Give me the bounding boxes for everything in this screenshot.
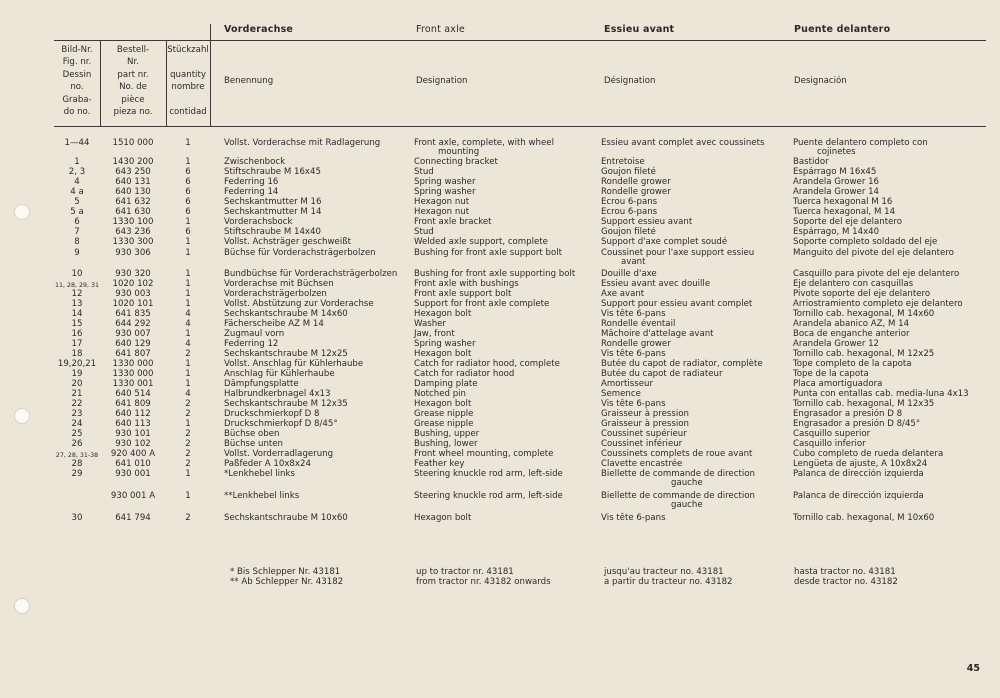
quantity-cell: 2 <box>185 409 191 419</box>
english-designation-cell: Steering knuckle rod arm, left-side <box>414 491 563 501</box>
part-number-cell: 641 835 <box>115 309 151 319</box>
footnote-en-2: from tractor nr. 43182 onwards <box>416 577 551 587</box>
bild-nr-cell: 24 <box>71 419 83 429</box>
section-title-es: Puente delantero <box>794 24 891 35</box>
german-designation-cell: Vorderachsbock <box>224 217 293 227</box>
french-designation-cell: Biellette de commande de direction <box>601 469 755 479</box>
english-designation-cell: Bushing for front axle support bolt <box>414 248 562 258</box>
bild-nr-cell: 4 a <box>70 187 84 197</box>
english-designation-cell: Welded axle support, complete <box>414 237 548 247</box>
bild-nr-cell: 30 <box>71 513 83 523</box>
bild-nr-cell: 21 <box>71 389 83 399</box>
english-designation-cell: Spring washer <box>414 177 476 187</box>
english-designation-cell: Hexagon nut <box>414 207 470 217</box>
german-designation-cell: Büchse für Vorderachsträgerbolzen <box>224 248 376 258</box>
german-designation-cell: Sechskantschraube M 12x35 <box>224 399 348 409</box>
german-designation-cell: Federring 12 <box>224 339 279 349</box>
spanish-designation-cell: Arandela Grower 12 <box>793 339 880 349</box>
bild-nr-cell: 1—44 <box>64 138 90 148</box>
french-designation-cell: Goujon fileté <box>601 167 656 177</box>
quantity-cell: 1 <box>185 369 191 379</box>
french-designation-continuation: gauche <box>671 500 703 510</box>
english-designation-cell: Hexagon bolt <box>414 399 472 409</box>
spanish-designation-cell: Espárrago M 16x45 <box>793 167 877 177</box>
quantity-cell: 1 <box>185 237 191 247</box>
spanish-designation-cell: Palanca de dirección izquierda <box>793 491 924 501</box>
english-designation-cell: Catch for radiator hood, complete <box>414 359 560 369</box>
part-number-cell: 640 130 <box>115 187 151 197</box>
bild-nr-cell: 10 <box>71 269 83 279</box>
french-designation-cell: Butée du capot de radiateur <box>601 369 723 379</box>
german-designation-cell: Stiftschraube M 14x40 <box>224 227 321 237</box>
bild-nr-cell: 28 <box>71 459 83 469</box>
english-designation-cell: Front wheel mounting, complete <box>414 449 554 459</box>
part-number-cell: 641 807 <box>115 349 151 359</box>
english-designation-cell: Hexagon bolt <box>414 309 472 319</box>
german-designation-cell: Sechskantmutter M 14 <box>224 207 322 217</box>
french-designation-cell: Rondelle éventail <box>601 319 676 329</box>
part-number-cell: 1430 200 <box>112 157 154 167</box>
french-designation-cell: Vis tête 6-pans <box>601 349 666 359</box>
bild-nr-cell: 22 <box>71 399 83 409</box>
quantity-cell: 1 <box>185 279 191 289</box>
quantity-cell: 1 <box>185 269 191 279</box>
english-designation-cell: Support for front axle complete <box>414 299 550 309</box>
german-designation-cell: Druckschmierkopf D 8/45° <box>224 419 338 429</box>
bild-nr-cell: 14 <box>71 309 83 319</box>
part-number-cell: 930 001 A <box>110 491 156 501</box>
quantity-cell: 1 <box>185 248 191 258</box>
french-designation-cell: Vis tête 6-pans <box>601 309 666 319</box>
german-designation-cell: Vorderachse mit Büchsen <box>224 279 334 289</box>
spanish-designation-cell: Placa amortiguadora <box>793 379 883 389</box>
english-designation-cell: Hexagon bolt <box>414 349 472 359</box>
german-designation-cell: Büchse oben <box>224 429 280 439</box>
german-designation-cell: Sechskantschraube M 12x25 <box>224 349 348 359</box>
bild-nr-cell: 11, 28, 29, 31 <box>54 282 100 289</box>
bild-nr-cell: 6 <box>74 217 80 227</box>
top-rule <box>54 40 986 41</box>
part-number-cell: 643 250 <box>115 167 151 177</box>
french-designation-cell: Coussinet supérieur <box>601 429 687 439</box>
bild-nr-cell: 26 <box>71 439 83 449</box>
section-title-en: Front axle <box>416 24 465 35</box>
german-designation-cell: Vollst. Achsträger geschweißt <box>224 237 351 247</box>
part-number-cell: 644 292 <box>115 319 151 329</box>
header-designation-fr: Désignation <box>604 76 656 86</box>
bild-nr-cell: 13 <box>71 299 83 309</box>
english-designation-cell: Washer <box>414 319 446 329</box>
english-designation-continuation: mounting <box>438 147 480 157</box>
page-number: 45 <box>966 663 980 674</box>
german-designation-cell: Dämpfungsplatte <box>224 379 299 389</box>
english-designation-cell: Notched pin <box>414 389 466 399</box>
quantity-cell: 6 <box>185 207 191 217</box>
french-designation-cell: Rondelle grower <box>601 339 671 349</box>
header-bestell-nr: Bestell- Nr. part nr. No. de pièce pieza no. <box>113 45 153 118</box>
quantity-cell: 1 <box>185 469 191 479</box>
quantity-cell: 4 <box>185 389 191 399</box>
spanish-designation-cell: Soporte del eje delantero <box>793 217 903 227</box>
part-number-cell: 640 113 <box>115 419 151 429</box>
quantity-cell: 2 <box>185 349 191 359</box>
spanish-designation-cell: Punta con entallas cab. media-luna 4x13 <box>793 389 969 399</box>
german-designation-cell: Sechskantschraube M 10x60 <box>224 513 348 523</box>
english-designation-cell: Damping plate <box>414 379 478 389</box>
quantity-cell: 2 <box>185 429 191 439</box>
footnote-fr-1: jusqu'au tracteur no. 43181 <box>604 567 724 577</box>
german-designation-cell: Zugmaul vorn <box>224 329 285 339</box>
quantity-cell: 2 <box>185 513 191 523</box>
part-number-cell: 641 010 <box>115 459 151 469</box>
english-designation-cell: Steering knuckle rod arm, left-side <box>414 469 563 479</box>
english-designation-cell: Grease nipple <box>414 419 474 429</box>
bild-nr-cell: 18 <box>71 349 83 359</box>
french-designation-cell: Biellette de commande de direction <box>601 491 755 501</box>
spanish-designation-cell: Lengüeta de ajuste, A 10x8x24 <box>793 459 928 469</box>
french-designation-cell: Graisseur à pression <box>601 409 689 419</box>
english-designation-cell: Stud <box>414 227 434 237</box>
quantity-cell: 4 <box>185 319 191 329</box>
english-designation-cell: Hexagon bolt <box>414 513 472 523</box>
spanish-designation-cell: Arriostramiento completo eje delantero <box>793 299 963 309</box>
german-designation-cell: Vorderachsträgerbolzen <box>224 289 327 299</box>
english-designation-cell: Front axle support bolt <box>414 289 512 299</box>
spanish-designation-cell: Engrasador a presión D 8/45° <box>793 419 921 429</box>
part-number-cell: 641 630 <box>115 207 151 217</box>
french-designation-cell: Essieu avant avec douille <box>601 279 711 289</box>
quantity-cell: 6 <box>185 177 191 187</box>
english-designation-cell: Hexagon nut <box>414 197 470 207</box>
french-designation-cell: Coussinets complets de roue avant <box>601 449 753 459</box>
quantity-cell: 1 <box>185 379 191 389</box>
french-designation-cell: Vis tête 6-pans <box>601 513 666 523</box>
section-title-de: Vorderachse <box>224 24 294 35</box>
french-designation-cell: Coussinet pour l'axe support essieu <box>601 248 755 258</box>
french-designation-cell: Support d'axe complet soudé <box>601 237 728 247</box>
english-designation-cell: Connecting bracket <box>414 157 498 167</box>
french-designation-cell: Amortisseur <box>601 379 654 389</box>
french-designation-continuation: gauche <box>671 478 703 488</box>
bild-nr-cell: 9 <box>74 248 80 258</box>
bild-nr-cell: 16 <box>71 329 83 339</box>
german-designation-cell: Vollst. Abstützung zur Vorderachse <box>224 299 374 309</box>
bild-nr-cell: 8 <box>74 237 80 247</box>
french-designation-cell: Clavette encastrée <box>601 459 683 469</box>
part-number-cell: 930 001 <box>115 469 151 479</box>
part-number-cell: 643 236 <box>115 227 151 237</box>
spanish-designation-cell: Tornillo cab. hexagonal, M 10x60 <box>793 513 935 523</box>
spanish-designation-cell: Espárrago, M 14x40 <box>793 227 880 237</box>
binder-hole <box>14 598 30 614</box>
part-number-cell: 1330 000 <box>112 369 154 379</box>
part-number-cell: 1510 000 <box>112 138 154 148</box>
bild-nr-cell: 19 <box>71 369 83 379</box>
french-designation-cell: Support essieu avant <box>601 217 693 227</box>
english-designation-cell: Front axle, complete, with wheel <box>414 138 554 148</box>
quantity-cell: 4 <box>185 339 191 349</box>
quantity-cell: 6 <box>185 187 191 197</box>
part-number-cell: 1330 001 <box>112 379 154 389</box>
quantity-cell: 1 <box>185 359 191 369</box>
section-title-fr: Essieu avant <box>604 24 675 35</box>
english-designation-cell: Grease nipple <box>414 409 474 419</box>
bild-nr-cell: 27, 28, 31-38 <box>55 452 99 459</box>
quantity-cell: 2 <box>185 399 191 409</box>
german-designation-cell: Druckschmierkopf D 8 <box>224 409 320 419</box>
english-designation-cell: Catch for radiator hood <box>414 369 515 379</box>
spanish-designation-cell: Casquillo superior <box>793 429 871 439</box>
part-number-cell: 640 131 <box>115 177 151 187</box>
german-designation-cell: Büchse unten <box>224 439 284 449</box>
part-number-cell: 1330 000 <box>112 359 154 369</box>
english-designation-cell: Bushing, lower <box>414 439 478 449</box>
spanish-designation-cell: Boca de enganche anterior <box>793 329 910 339</box>
french-designation-cell: Rondelle grower <box>601 177 671 187</box>
quantity-cell: 1 <box>185 329 191 339</box>
german-designation-cell: *Lenkhebel links <box>224 469 295 479</box>
french-designation-cell: Axe avant <box>601 289 645 299</box>
part-number-cell: 930 003 <box>115 289 151 299</box>
binder-hole <box>14 408 30 424</box>
spanish-designation-continuation: cojinetes <box>817 147 856 157</box>
german-designation-cell: Federring 16 <box>224 177 279 187</box>
german-designation-cell: Stiftschraube M 16x45 <box>224 167 321 177</box>
german-designation-cell: Vollst. Anschlag für Kühlerhaube <box>224 359 364 369</box>
part-number-cell: 920 400 A <box>110 449 156 459</box>
header-designation-en: Designation <box>416 76 468 86</box>
french-designation-cell: Butée du capot de radiator, complète <box>601 359 763 369</box>
german-designation-cell: Fächerscheibe AZ M 14 <box>224 319 324 329</box>
part-number-cell: 640 514 <box>115 389 151 399</box>
english-designation-cell: Stud <box>414 167 434 177</box>
bild-nr-cell: 4 <box>74 177 80 187</box>
footnote-de-2: ** Ab Schlepper Nr. 43182 <box>230 577 344 587</box>
spanish-designation-cell: Arandela Grower 16 <box>793 177 880 187</box>
english-designation-cell: Spring washer <box>414 187 476 197</box>
part-number-cell: 1020 101 <box>112 299 154 309</box>
binder-hole <box>14 204 30 220</box>
spanish-designation-cell: Tornillo cab. hexagonal, M 14x60 <box>793 309 935 319</box>
spanish-designation-cell: Tope de la capota <box>793 369 869 379</box>
english-designation-cell: Front axle bracket <box>414 217 492 227</box>
spanish-designation-cell: Puente delantero completo con <box>793 138 928 148</box>
bild-nr-cell: 29 <box>71 469 83 479</box>
spanish-designation-cell: Tope completo de la capota <box>793 359 912 369</box>
quantity-cell: 1 <box>185 138 191 148</box>
quantity-cell: 1 <box>185 491 191 501</box>
german-designation-cell: Zwischenbock <box>224 157 286 167</box>
spanish-designation-cell: Arandela Grower 14 <box>793 187 880 197</box>
german-designation-cell: Anschlag für Kühlerhaube <box>224 369 335 379</box>
quantity-cell: 1 <box>185 419 191 429</box>
bild-nr-cell: 23 <box>71 409 83 419</box>
part-number-cell: 1330 100 <box>112 217 154 227</box>
spanish-designation-cell: Bastidor <box>793 157 829 167</box>
part-number-cell: 641 632 <box>115 197 151 207</box>
bild-nr-cell: 7 <box>74 227 80 237</box>
spanish-designation-cell: Engrasador a presión D 8 <box>793 409 903 419</box>
spanish-designation-cell: Casquillo inferior <box>793 439 866 449</box>
part-number-cell: 930 320 <box>115 269 151 279</box>
bild-nr-cell: 1 <box>74 157 80 167</box>
bild-nr-cell: 5 <box>74 197 80 207</box>
part-number-cell: 640 129 <box>115 339 151 349</box>
quantity-cell: 6 <box>185 227 191 237</box>
french-designation-cell: Goujon fileté <box>601 227 656 237</box>
french-designation-continuation: avant <box>621 257 646 267</box>
french-designation-cell: Mâchoire d'attelage avant <box>601 329 714 339</box>
part-number-cell: 1330 300 <box>112 237 154 247</box>
header-bild-nr: Bild-Nr. Fig. nr. Dessin no. Graba- do no. <box>61 45 93 118</box>
bild-nr-cell: 19,20,21 <box>57 359 97 369</box>
spanish-designation-cell: Arandela abanico AZ, M 14 <box>793 319 910 329</box>
header-quantity: Stückzahl quantity nombre contidad <box>167 45 209 118</box>
spanish-designation-cell: Tuerca hexagonal, M 14 <box>793 207 896 217</box>
quantity-cell: 6 <box>185 197 191 207</box>
footnote-es-1: hasta tractor no. 43181 <box>794 567 896 577</box>
english-designation-cell: Spring washer <box>414 339 476 349</box>
quantity-cell: 6 <box>185 167 191 177</box>
part-number-cell: 930 102 <box>115 439 151 449</box>
french-designation-cell: Ecrou 6-pans <box>601 197 658 207</box>
spanish-designation-cell: Eje delantero con casquillas <box>793 279 914 289</box>
german-designation-cell: Halbrundkerbnagel 4x13 <box>224 389 331 399</box>
footnote-fr-2: a partir du tracteur no. 43182 <box>604 577 733 587</box>
part-number-cell: 930 007 <box>115 329 151 339</box>
spanish-designation-cell: Manguito del pivote del eje delantero <box>793 248 954 258</box>
part-number-cell: 641 809 <box>115 399 151 409</box>
french-designation-cell: Graisseur à pression <box>601 419 689 429</box>
quantity-cell: 1 <box>185 217 191 227</box>
header-bottom-rule <box>54 126 986 127</box>
german-designation-cell: Paßfeder A 10x8x24 <box>224 459 311 469</box>
french-designation-cell: Vis tête 6-pans <box>601 399 666 409</box>
part-number-cell: 1020 102 <box>112 279 154 289</box>
quantity-cell: 1 <box>185 299 191 309</box>
french-designation-cell: Entretoise <box>601 157 645 167</box>
quantity-cell: 4 <box>185 309 191 319</box>
part-number-cell: 930 101 <box>115 429 151 439</box>
bild-nr-cell: 2, 3 <box>68 167 86 177</box>
english-designation-cell: Bushing for front axle supporting bolt <box>414 269 576 279</box>
bild-nr-cell: 15 <box>71 319 83 329</box>
quantity-cell: 2 <box>185 459 191 469</box>
bild-nr-cell: 5 a <box>70 207 84 217</box>
header-designation-es: Designación <box>794 76 847 86</box>
quantity-cell: 1 <box>185 157 191 167</box>
french-designation-cell: Coussinet inférieur <box>601 439 683 449</box>
bild-nr-cell: 20 <box>71 379 83 389</box>
spanish-designation-cell: Tornillo cab. hexagonal, M 12x35 <box>793 399 935 409</box>
part-number-cell: 641 794 <box>115 513 151 523</box>
english-designation-cell: Front axle with bushings <box>414 279 519 289</box>
spanish-designation-cell: Casquillo para pivote del eje delantero <box>793 269 960 279</box>
french-designation-cell: Semence <box>601 389 641 399</box>
english-designation-cell: Bushing, upper <box>414 429 480 439</box>
french-designation-cell: Rondelle grower <box>601 187 671 197</box>
english-designation-cell: Feather key <box>414 459 465 469</box>
german-designation-cell: **Lenkhebel links <box>224 491 300 501</box>
english-designation-cell: Jaw, front <box>414 329 455 339</box>
french-designation-cell: Douille d'axe <box>601 269 657 279</box>
spanish-designation-cell: Soporte completo soldado del eje <box>793 237 938 247</box>
spanish-designation-cell: Tornillo cab. hexagonal, M 12x25 <box>793 349 935 359</box>
quantity-cell: 1 <box>185 289 191 299</box>
spanish-designation-cell: Palanca de dirección izquierda <box>793 469 924 479</box>
quantity-cell: 2 <box>185 439 191 449</box>
german-designation-cell: Bundbüchse für Vorderachsträgerbolzen <box>224 269 398 279</box>
spanish-designation-cell: Tuerca hexagonal M 16 <box>793 197 893 207</box>
part-number-cell: 640 112 <box>115 409 151 419</box>
footnote-en-1: up to tractor nr. 43181 <box>416 567 514 577</box>
french-designation-cell: Ecrou 6-pans <box>601 207 658 217</box>
quantity-cell: 2 <box>185 449 191 459</box>
german-designation-cell: Federring 14 <box>224 187 279 197</box>
footnote-es-2: desde tractor no. 43182 <box>794 577 898 587</box>
header-benennung: Benennung <box>224 76 274 86</box>
french-designation-cell: Essieu avant complet avec coussinets <box>601 138 765 148</box>
german-designation-cell: Vollst. Vorderachse mit Radlagerung <box>224 138 381 148</box>
bild-nr-cell: 25 <box>71 429 83 439</box>
bild-nr-cell: 12 <box>71 289 83 299</box>
bild-nr-cell: 17 <box>71 339 83 349</box>
spanish-designation-cell: Pivote soporte del eje delantero <box>793 289 931 299</box>
french-designation-cell: Support pour essieu avant complet <box>601 299 753 309</box>
german-designation-cell: Vollst. Vorderradlagerung <box>224 449 334 459</box>
german-designation-cell: Sechskantmutter M 16 <box>224 197 322 207</box>
part-number-cell: 930 306 <box>115 248 151 258</box>
german-designation-cell: Sechskantschraube M 14x60 <box>224 309 348 319</box>
spanish-designation-cell: Cubo completo de rueda delantera <box>793 449 944 459</box>
column-divider <box>210 24 211 127</box>
footnote-de-1: * Bis Schlepper Nr. 43181 <box>230 567 341 577</box>
